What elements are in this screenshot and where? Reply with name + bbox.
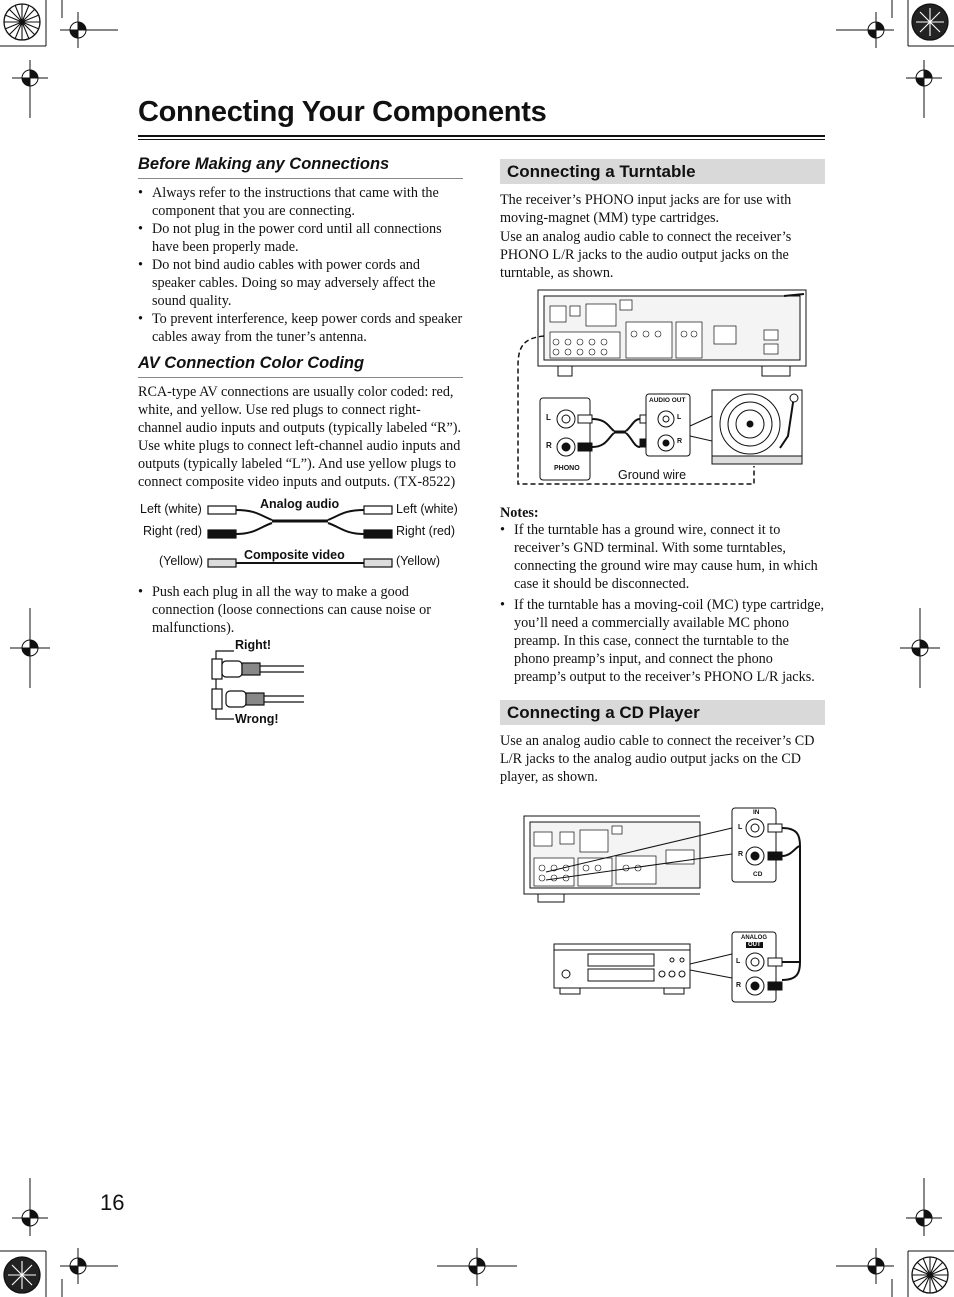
left-white-label-right: Left (white): [396, 502, 458, 516]
audio-out-label: AUDIO OUT: [649, 397, 686, 404]
page-number: 16: [100, 1190, 125, 1215]
plug-wrong-label: Wrong!: [235, 712, 279, 726]
analog-audio-label: Analog audio: [260, 497, 340, 511]
turntable-connection-diagram: [514, 286, 814, 492]
title-rule-thin: [138, 139, 825, 140]
cd-connection-diagram: [520, 806, 810, 1006]
yellow-label-left: (Yellow): [159, 554, 204, 568]
cd-out-l-label: L: [736, 958, 741, 965]
phono-jack-label: PHONO: [554, 465, 580, 472]
page-title: Connecting Your Components: [138, 96, 547, 128]
right-red-label-left: Right (red): [143, 524, 203, 538]
notes-heading: Notes:: [500, 505, 539, 521]
list-item: • Do not bind audio cables with power cords and speaker cables. Doing so may adversely affect the sound quality.: [138, 256, 463, 310]
phono-r-label: R: [546, 441, 552, 450]
out-label: OUT: [748, 942, 761, 948]
list-item: • Do not plug in the power cord until all connections have been properly made.: [138, 220, 463, 256]
av-cable-illustration: [200, 495, 400, 575]
phono-l-label: L: [546, 413, 551, 422]
list-item: • If the turntable has a ground wire, connect it to receiver’s GND terminal. With some turntables, connecting the ground wire may cause hum, in which case it should be disconnected.: [500, 521, 825, 593]
ground-wire-label: Ground wire: [618, 468, 687, 482]
cd-out-r-label: R: [736, 982, 742, 989]
av-color-coding-heading: AV Connection Color Coding: [138, 354, 365, 372]
push-plug-list: [138, 583, 463, 637]
cd-player-heading: Connecting a CD Player: [500, 700, 825, 725]
cd-jack-label: CD: [753, 871, 763, 878]
turntable-paragraph-1: The receiver’s PHONO input jacks are for use with moving-magnet (MM) type cartridges.: [500, 192, 792, 226]
notes-list: [500, 521, 825, 686]
audio-out-l-label: L: [677, 414, 682, 421]
cd-paragraph: Use an analog audio cable to connect the receiver’s CD L/R jacks to the analog audio output jacks on the CD player, as shown.: [500, 733, 815, 785]
cd-in-r-label: R: [738, 851, 744, 858]
list-item: • To prevent interference, keep power cords and speaker cables away from the tuner’s antenna.: [138, 310, 463, 346]
composite-video-label: Composite video: [244, 548, 345, 562]
list-item: • Push each plug in all the way to make a good connection (loose connections can cause noise or malfunctions).: [138, 583, 463, 637]
turntable-heading: Connecting a Turntable: [500, 159, 825, 184]
plug-right-label: Right!: [235, 638, 272, 652]
list-item: • Always refer to the instructions that came with the component that you are connecting.: [138, 184, 463, 220]
yellow-label-right: (Yellow): [396, 554, 441, 568]
turntable-paragraph-2: Use an analog audio cable to connect the receiver’s PHONO L/R jacks to the audio output jacks on the turntable, as shown.: [500, 229, 792, 281]
left-white-label-left: Left (white): [140, 502, 202, 516]
before-heading-rule: [138, 178, 463, 179]
plug-insertion-illustration: [208, 645, 308, 723]
right-red-label-right: Right (red): [396, 524, 456, 538]
before-connections-heading: Before Making any Connections: [138, 155, 390, 173]
cd-in-l-label: L: [738, 824, 743, 831]
analog-out-label: ANALOG: [741, 935, 767, 941]
before-connections-list: [138, 184, 463, 346]
title-rule: [138, 135, 825, 137]
cd-in-label: IN: [753, 809, 760, 816]
list-item: • If the turntable has a moving-coil (MC) type cartridge, you’ll need a commercially available MC phono preamp. In this case, connect the turntable to the phono preamp’s input, and connect the phono preamp’s output to the receiver’s PHONO L/R jacks.: [500, 596, 825, 686]
av-paragraph: RCA-type AV connections are usually color coded: red, white, and yellow. Use red plugs to connect right-channel audio inputs and outputs (typically labeled “R”). Use white plugs to connect left-channel audio inputs and outputs (typically labeled “L”). And use yellow plugs to connect composite video inputs and outputs. (TX-8522): [138, 384, 462, 490]
audio-out-r-label: R: [677, 438, 683, 445]
av-heading-rule: [138, 377, 463, 378]
